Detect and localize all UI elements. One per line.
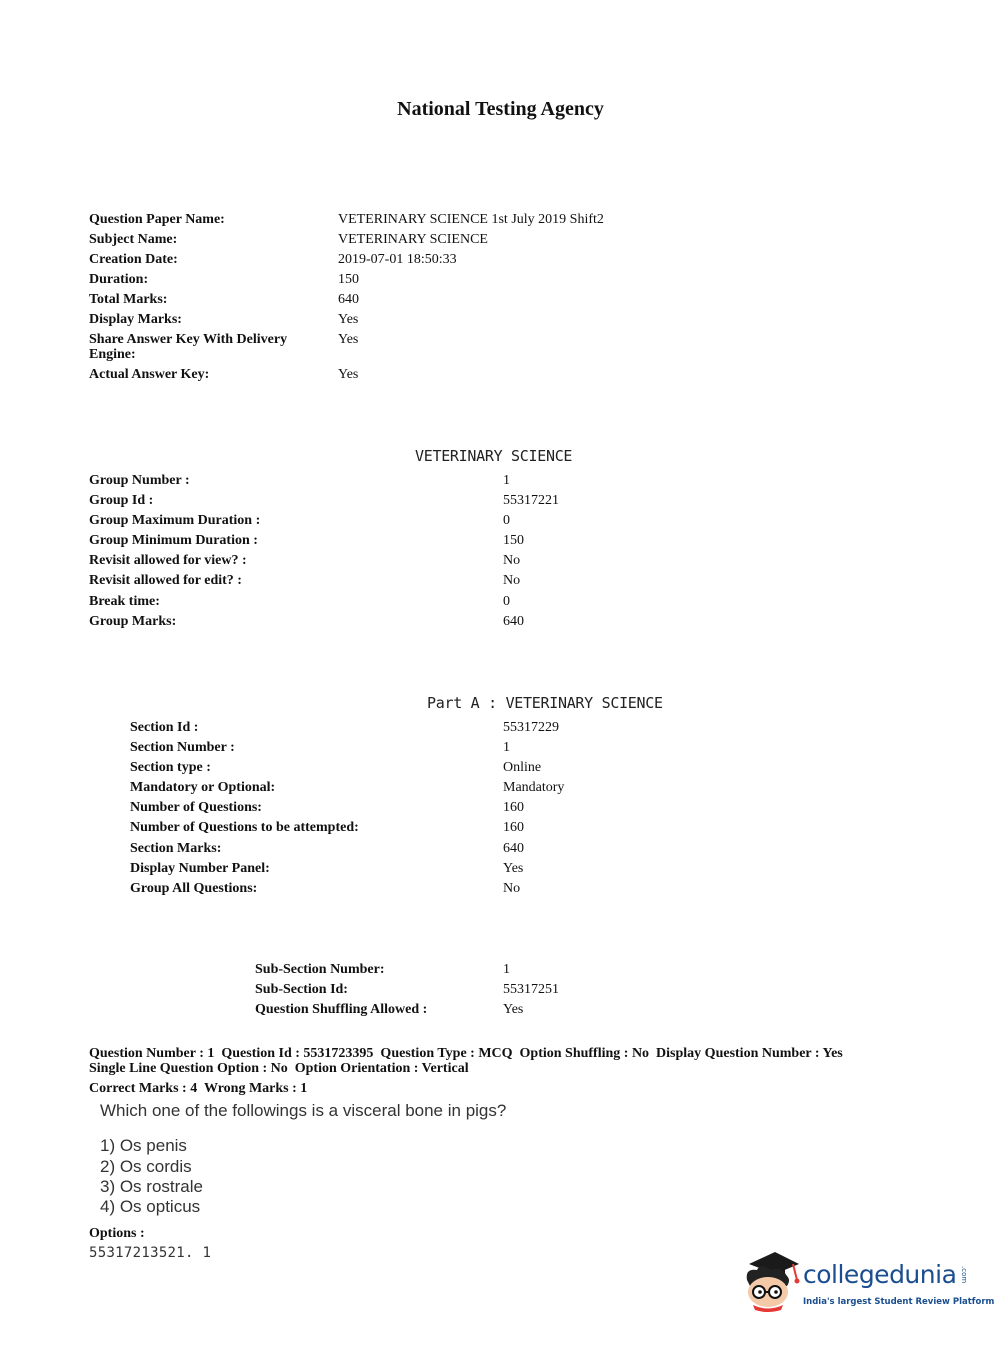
revisit-edit-value: No: [503, 573, 521, 588]
option-1: 1) Os penis: [100, 1136, 187, 1155]
brand-tagline: India's largest Student Review Platform: [803, 1297, 995, 1307]
section-marks-value: 640: [503, 841, 524, 856]
group-all-questions-value: No: [503, 881, 521, 896]
brand-name: collegedunia: [803, 1260, 957, 1289]
page-title: National Testing Agency: [397, 98, 604, 120]
actual-answer-key-label: Actual Answer Key:: [89, 367, 210, 382]
break-time-value: 0: [503, 594, 510, 609]
section-type-label: Section type :: [130, 760, 211, 775]
group-max-duration-value: 0: [503, 513, 510, 528]
section-marks-label: Section Marks:: [130, 841, 222, 856]
subject-name-label: Subject Name:: [89, 232, 178, 247]
brand-suffix: .com: [960, 1266, 968, 1284]
questions-to-attempt-value: 160: [503, 820, 524, 835]
group-heading: VETERINARY SCIENCE: [415, 447, 573, 465]
collegedunia-logo: [741, 1250, 995, 1318]
creation-date-value: 2019-07-01 18:50:33: [338, 252, 457, 267]
display-number-panel-label: Display Number Panel:: [130, 861, 270, 876]
question-marks: Correct Marks : 4 Wrong Marks : 1: [89, 1081, 308, 1096]
creation-date-label: Creation Date:: [89, 252, 178, 267]
number-of-questions-value: 160: [503, 800, 524, 815]
subject-name-value: VETERINARY SCIENCE: [338, 232, 488, 247]
group-id-label: Group Id :: [89, 493, 154, 508]
question-meta-line2: Single Line Question Option : No Option Orientation : Vertical: [89, 1061, 469, 1076]
revisit-view-value: No: [503, 553, 521, 568]
break-time-label: Break time:: [89, 594, 160, 609]
display-marks-value: Yes: [338, 312, 359, 327]
duration-value: 150: [338, 272, 359, 287]
group-marks-label: Group Marks:: [89, 614, 177, 629]
section-id-label: Section Id :: [130, 720, 199, 735]
section-number-value: 1: [503, 740, 510, 755]
question-meta-line1: Question Number : 1 Question Id : 5531723395 Question Type : MCQ Option Shuffling : No Display Question Number : Yes: [89, 1046, 843, 1061]
group-min-duration-label: Group Minimum Duration :: [89, 533, 258, 548]
duration-label: Duration:: [89, 272, 149, 287]
section-id-value: 55317229: [503, 720, 559, 735]
question-text: Which one of the followings is a visceral bone in pigs?: [100, 1101, 507, 1120]
question-shuffling-value: Yes: [503, 1002, 524, 1017]
actual-answer-key-value: Yes: [338, 367, 359, 382]
mandatory-optional-value: Mandatory: [503, 780, 565, 795]
subsection-number-value: 1: [503, 962, 510, 977]
subsection-id-label: Sub-Section Id:: [255, 982, 348, 997]
group-all-questions-label: Group All Questions:: [130, 881, 258, 896]
total-marks-value: 640: [338, 292, 359, 307]
display-marks-label: Display Marks:: [89, 312, 182, 327]
question-shuffling-label: Question Shuffling Allowed :: [255, 1002, 428, 1017]
section-number-label: Section Number :: [130, 740, 235, 755]
group-min-duration-value: 150: [503, 533, 524, 548]
section-heading: Part A : VETERINARY SCIENCE: [427, 694, 663, 712]
total-marks-label: Total Marks:: [89, 292, 168, 307]
group-id-value: 55317221: [503, 493, 559, 508]
display-number-panel-value: Yes: [503, 861, 524, 876]
group-max-duration-label: Group Maximum Duration :: [89, 513, 261, 528]
option-id-line: 55317213521. 1: [89, 1245, 212, 1261]
options-label: Options :: [89, 1226, 145, 1241]
mandatory-optional-label: Mandatory or Optional:: [130, 780, 276, 795]
subsection-id-value: 55317251: [503, 982, 559, 997]
option-3: 3) Os rostrale: [100, 1177, 203, 1196]
group-number-label: Group Number :: [89, 473, 190, 488]
paper-name-label: Question Paper Name:: [89, 212, 225, 227]
section-type-value: Online: [503, 760, 542, 775]
share-answer-key-label: Share Answer Key With Delivery Engine:: [89, 332, 288, 362]
questions-to-attempt-label: Number of Questions to be attempted:: [130, 820, 359, 835]
paper-name-value: VETERINARY SCIENCE 1st July 2019 Shift2: [338, 212, 604, 227]
number-of-questions-label: Number of Questions:: [130, 800, 262, 815]
option-4: 4) Os opticus: [100, 1197, 201, 1216]
group-number-value: 1: [503, 473, 510, 488]
group-marks-value: 640: [503, 614, 524, 629]
subsection-number-label: Sub-Section Number:: [255, 962, 385, 977]
option-2: 2) Os cordis: [100, 1157, 192, 1176]
revisit-edit-label: Revisit allowed for edit? :: [89, 573, 242, 588]
revisit-view-label: Revisit allowed for view? :: [89, 553, 247, 568]
student-mascot-icon: [741, 1250, 803, 1312]
share-answer-key-value: Yes: [338, 332, 359, 347]
